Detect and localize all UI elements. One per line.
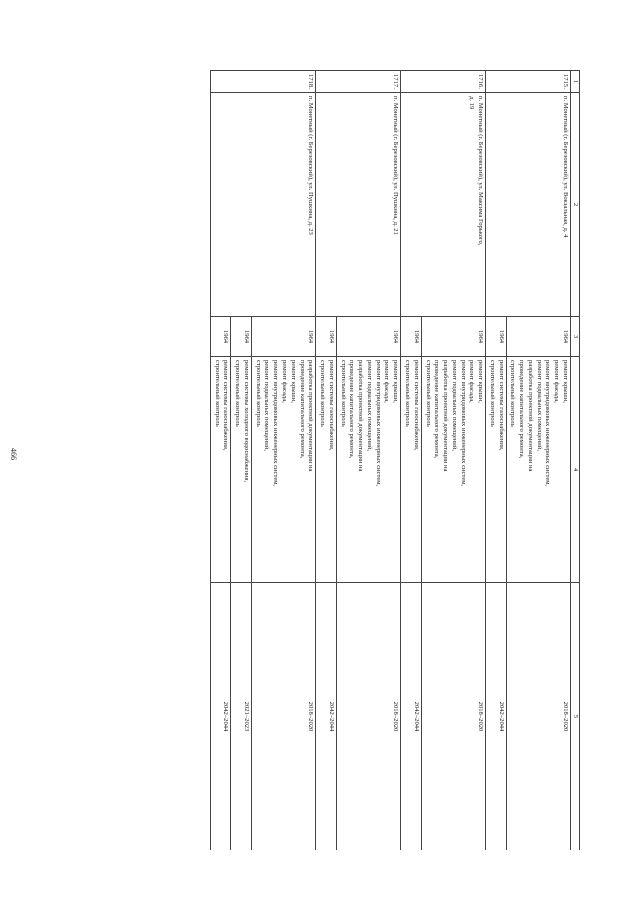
entry-number: 1717. xyxy=(316,71,401,93)
work-line: строительный контроль xyxy=(509,360,517,427)
period-cell: 2018–2020 xyxy=(251,583,315,851)
work-line: разработка проектной документации на xyxy=(307,360,315,472)
address-line: п. Монетный (г. Березовский), ул. Вокзальная, д. 4 xyxy=(562,96,569,238)
work-line: разработка проектной документации на xyxy=(526,360,534,472)
entry-number: 1716. xyxy=(401,71,486,93)
works-cell xyxy=(231,357,252,583)
work-line: ремонт подвальных помещений, xyxy=(263,360,271,451)
rotated-sheet xyxy=(82,70,580,850)
work-line: ремонт внутридомовых инженерных систем, xyxy=(459,360,467,487)
work-line: ремонт системы газоснабжения, xyxy=(222,360,230,451)
work-line: строительный контроль xyxy=(213,360,221,427)
address-line: п. Монетный (г. Березовский), ул. Максима Горького, xyxy=(477,96,485,246)
period-cell: 2018–2020 xyxy=(506,583,570,851)
work-line: ремонт подвальных помещений, xyxy=(365,360,373,451)
entry-number: 1715. xyxy=(486,71,571,93)
work-line: строительный контроль xyxy=(254,360,262,427)
work-line: ремонт фасада, xyxy=(468,360,476,403)
works-cell xyxy=(316,357,337,583)
address-cell xyxy=(486,93,571,317)
work-line: строительный контроль xyxy=(424,360,432,427)
year-cell: 1964 xyxy=(210,317,231,357)
works-cell xyxy=(401,357,422,583)
period-cell: 2018–2020 xyxy=(421,583,485,851)
year-cell: 1964 xyxy=(401,317,422,357)
work-line: ремонт фасада, xyxy=(553,360,561,403)
work-line: ремонт внутридомовых инженерных систем, xyxy=(374,360,382,487)
column-header: 1 xyxy=(571,71,580,93)
table-row xyxy=(251,71,315,851)
period-cell: 2042–2044 xyxy=(401,583,422,851)
work-line: проведение капитального ремонта, xyxy=(298,360,306,459)
period-cell: 2021–2023 xyxy=(231,583,252,851)
year-cell: 1964 xyxy=(336,317,400,357)
year-cell: 1964 xyxy=(486,317,507,357)
header-row xyxy=(571,71,580,851)
period-cell: 2042–2044 xyxy=(486,583,507,851)
work-line: ремонт внутридомовых инженерных систем, xyxy=(544,360,552,487)
works-cell xyxy=(421,357,485,583)
work-line: ремонт крыши, xyxy=(562,360,569,403)
period-cell: 2018–2020 xyxy=(336,583,400,851)
work-line: ремонт системы газоснабжения, xyxy=(412,360,420,451)
work-line: разработка проектной документации на xyxy=(442,360,450,472)
period-cell: 2042–2044 xyxy=(210,583,231,851)
repair-schedule-table xyxy=(210,70,580,850)
work-line: ремонт внутридомовых инженерных систем, xyxy=(272,360,280,487)
address-cell xyxy=(401,93,486,317)
work-line: строительный контроль xyxy=(319,360,327,427)
work-line: проведение капитального ремонта, xyxy=(518,360,526,459)
year-cell: 1964 xyxy=(316,317,337,357)
table-row xyxy=(421,71,485,851)
column-header: 3 xyxy=(571,317,580,357)
work-line: проведение капитального ремонта, xyxy=(348,360,356,459)
work-line: ремонт подвальных помещений, xyxy=(450,360,458,451)
works-cell xyxy=(486,357,507,583)
work-line: ремонт фасада, xyxy=(383,360,391,403)
work-line: ремонт системы газоснабжения, xyxy=(327,360,335,451)
address-line: д. 19 xyxy=(468,96,476,110)
work-line: разработка проектной документации на xyxy=(357,360,365,472)
column-header: 2 xyxy=(571,93,580,317)
works-cell xyxy=(251,357,315,583)
period-cell: 2042–2044 xyxy=(316,583,337,851)
work-line: ремонт фасада, xyxy=(281,360,289,403)
year-cell: 1964 xyxy=(231,317,252,357)
works-cell xyxy=(506,357,570,583)
work-line: ремонт крыши, xyxy=(289,360,297,403)
work-line: проведение капитального ремонта, xyxy=(433,360,441,459)
work-line: ремонт подвальных помещений, xyxy=(535,360,543,451)
work-line: строительный контроль xyxy=(234,360,242,427)
table-container xyxy=(82,70,580,850)
year-cell: 1964 xyxy=(421,317,485,357)
address-cell xyxy=(210,93,315,317)
address-line: п. Монетный (г. Березовский), ул. Пушкина, д. 23 xyxy=(307,96,315,235)
year-cell: 1964 xyxy=(506,317,570,357)
work-line: строительный контроль xyxy=(488,360,496,427)
table-row xyxy=(506,71,570,851)
work-line: строительный контроль xyxy=(403,360,411,427)
work-line: ремонт крыши, xyxy=(477,360,485,403)
year-cell: 1964 xyxy=(251,317,315,357)
work-line: строительный контроль xyxy=(339,360,347,427)
work-line: ремонт системы холодного водоснабжения, xyxy=(242,360,250,483)
column-header: 4 xyxy=(571,357,580,583)
table-row xyxy=(336,71,400,851)
address-line: п. Монетный (г. Березовский), ул. Пушкина, д. 21 xyxy=(392,96,400,235)
works-cell xyxy=(210,357,231,583)
entry-number: 1718. xyxy=(210,71,315,93)
address-cell xyxy=(316,93,401,317)
work-line: ремонт крыши, xyxy=(392,360,400,403)
table-body xyxy=(210,71,570,851)
work-line: ремонт системы газоснабжения, xyxy=(497,360,505,451)
page-number: 466 xyxy=(9,448,19,460)
works-cell xyxy=(336,357,400,583)
column-header: 5 xyxy=(571,583,580,851)
